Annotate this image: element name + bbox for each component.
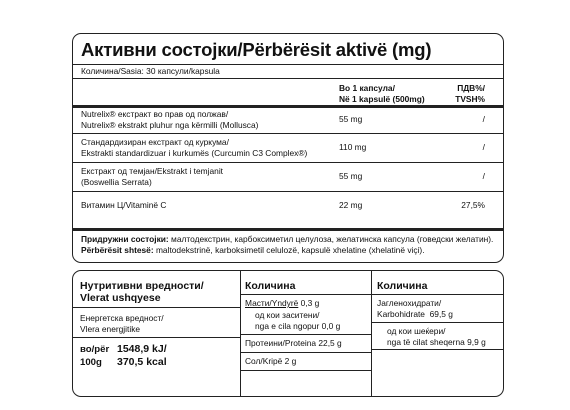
per-100g-label: во/për 100g <box>80 344 110 368</box>
row-divider <box>73 191 503 192</box>
nutrition-panel <box>72 270 504 397</box>
excipients-divider <box>73 228 503 231</box>
excipients-mk: Придружни состојки: малтодекстрин, карбоксиметил целулоза, желатинска капсула (говедски желатин). <box>81 234 494 244</box>
quantity-header: Количина <box>377 280 428 292</box>
ingredient-name: Стандардизиран екстракт од куркума/ Ekstrakti standardizuar i kurkumës (Curcumin C3 Complex®) <box>81 137 308 158</box>
row-divider <box>240 370 371 371</box>
ingredients-title: Активни состојки/Përbërësit aktivë (mg) <box>81 39 432 60</box>
row-divider <box>371 349 503 350</box>
title-divider <box>73 307 240 308</box>
column-divider <box>371 271 372 397</box>
energy-value: 1548,9 kJ/ 370,5 kcal <box>117 343 167 368</box>
row-divider <box>240 352 371 353</box>
fat-row: Масти/Yndyrë 0,3 g <box>245 298 320 308</box>
quantity-header: Количина <box>245 280 296 292</box>
per-capsule-header: Во 1 капсула/ Në 1 kapsulë (500mg) <box>339 83 425 104</box>
quantity-divider <box>73 78 503 79</box>
nutrition-title: Нутритивни вредности/ Vlerat ushqyese <box>80 280 204 304</box>
row-divider <box>73 162 503 163</box>
vat-header: ПДВ%/ TVSH% <box>455 83 485 104</box>
ingredient-amount: 55 mg <box>339 171 363 181</box>
ingredient-amount: 55 mg <box>339 114 363 124</box>
carbohydrate-row: Јагленохидрати/ Karbohidrate 69,5 g <box>377 298 453 319</box>
saturated-fat-row: од кои заситени/ nga e cila ngopur 0,0 g <box>255 310 341 331</box>
row-divider <box>240 334 371 335</box>
header-divider <box>73 105 503 108</box>
sugar-row: од кои шеќери/ nga të cilat sheqerna 9,9 g <box>387 326 486 347</box>
ingredient-vat: / <box>482 171 485 181</box>
energy-divider <box>73 337 240 338</box>
ingredient-vat: 27,5% <box>461 200 485 210</box>
salt-row: Сол/Kripë 2 g <box>245 356 297 366</box>
row-divider <box>371 322 503 323</box>
ingredient-name: Екстракт од темјан/Ekstrakt i temjanit (Boswellia Serrata) <box>81 166 224 187</box>
quantity-line: Количина/Sasia: 30 капсули/kapsula <box>81 66 220 76</box>
energy-label: Енергетска вредност/ Vlera energjitike <box>80 313 164 334</box>
ingredient-amount: 110 mg <box>339 142 367 152</box>
protein-row: Протеини/Proteina 22,5 g <box>245 338 342 348</box>
ingredient-amount: 22 mg <box>339 200 363 210</box>
ingredient-vat: / <box>482 142 485 152</box>
ingredient-name: Витамин Ц/Vitaminë C <box>81 200 167 210</box>
excipients-sq: Përbërësit shtesë: maltodekstrinë, karboksimetil celulozë, kapsulë xhelatine (xhelatinë viçi). <box>81 245 425 255</box>
row-divider <box>73 133 503 134</box>
active-ingredients-panel <box>72 33 504 263</box>
title-divider <box>73 64 503 65</box>
ingredient-vat: / <box>482 114 485 124</box>
header-divider <box>240 294 503 295</box>
ingredient-name: Nutrelix® екстракт во прав од полжав/ Nutrelix® ekstrakt pluhur nga kërmilli (Mollusca) <box>81 109 259 130</box>
